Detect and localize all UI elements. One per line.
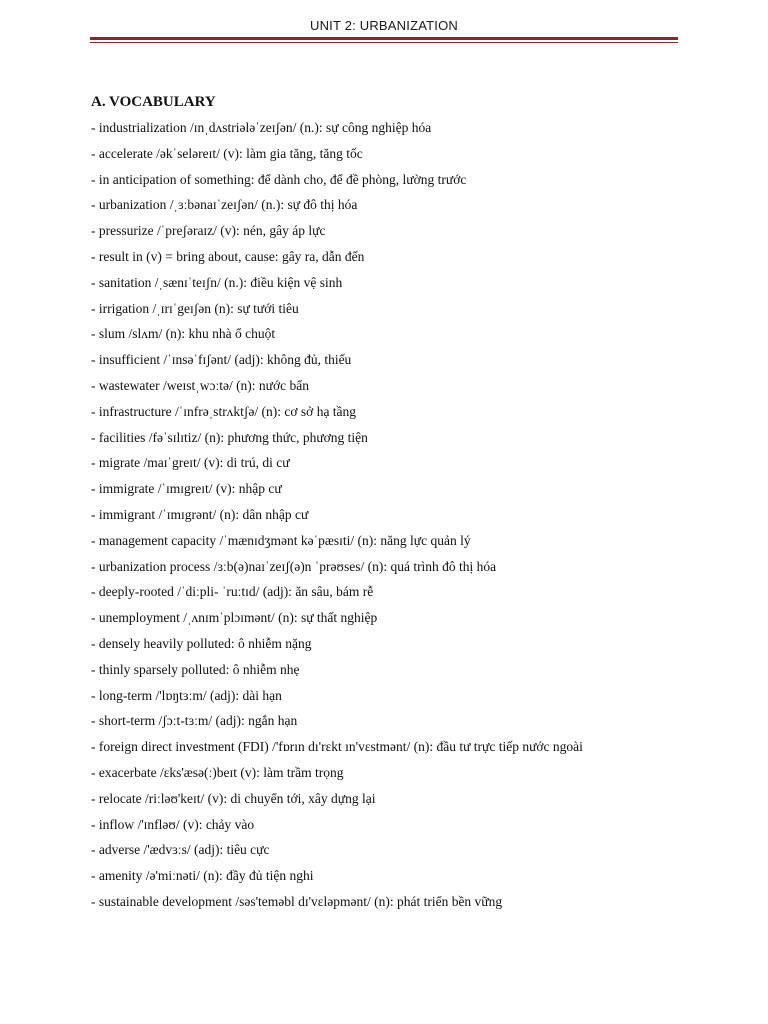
vocabulary-item: - thinly sparsely polluted: ô nhiễm nhẹ (91, 661, 300, 677)
vocabulary-item: - long-term /'lɒŋtɜːm/ (adj): dài hạn (91, 687, 282, 703)
vocabulary-list (91, 115, 691, 915)
vocabulary-item: - wastewater /weɪstˌwɔːtə/ (n): nước bẩn (91, 377, 309, 393)
page-content (91, 92, 691, 915)
vocabulary-item: - unemployment /ˌʌnɪmˈplɔɪmənt/ (n): sự thất nghiệp (91, 610, 378, 626)
vocabulary-item: - industrialization /ɪnˌdʌstriələˈzeɪʃən/ (n.): sự công nghiệp hóa (91, 120, 432, 135)
vocabulary-item: - sanitation /ˌsænɪˈteɪʃn/ (n.): điều kiện vệ sinh (91, 274, 343, 290)
vocabulary-item: - infrastructure /ˈɪnfrəˌstrʌktʃə/ (n): cơ sở hạ tầng (91, 403, 357, 419)
vocabulary-item: - result in (v) = bring about, cause: gây ra, dẫn đến (91, 248, 365, 264)
header-title: UNIT 2: URBANIZATION (310, 18, 458, 33)
vocabulary-item: - relocate /riːləʊ'keɪt/ (v): di chuyển tới, xây dựng lại (91, 790, 376, 806)
vocabulary-item: - insufficient /ˈɪnsəˈfɪʃənt/ (adj): không đủ, thiếu (91, 352, 352, 368)
vocabulary-item: - immigrant /ˈɪmɪgrənt/ (n): dân nhập cư (91, 506, 309, 522)
vocabulary-item: - urbanization process /ɜːb(ə)naɪˈzeɪʃ(ə)n ˈprəʊses/ (n): quá trình đô thị hóa (91, 558, 497, 574)
vocabulary-item: - adverse /'ædvɜːs/ (adj): tiêu cực (91, 842, 270, 858)
vocabulary-item: - inflow /'ɪnfləʊ/ (v): chảy vào (91, 816, 255, 832)
vocabulary-item: - foreign direct investment (FDI) /'fɒrın dı'rɛkt ın'vɛstmənt/ (n): đầu tư trực tiếp nước ngoài (91, 739, 583, 755)
vocabulary-item: - sustainable development /səs'temǝbl dɪ'vɛləpmənt/ (n): phát triển bền vững (91, 893, 503, 909)
vocabulary-item: - deeply-rooted /ˈdiːpli- ˈruːtɪd/ (adj): ăn sâu, bám rễ (91, 584, 374, 600)
vocabulary-item: - facilities /fəˈsɪlɪtiz/ (n): phương thức, phương tiện (91, 429, 368, 445)
vocabulary-item: - exacerbate /ɛks'æsə(ː)beɪt (v): làm trầm trọng (91, 764, 344, 780)
header-rule-thin (90, 42, 678, 43)
vocabulary-item: - short-term /ʃɔːt-tɜːm/ (adj): ngắn hạn (91, 713, 298, 729)
vocabulary-item: - in anticipation of something: để dành cho, để đề phòng, lường trước (91, 171, 467, 187)
vocabulary-item: - migrate /maɪˈgreɪt/ (v): di trú, di cư (91, 455, 290, 471)
vocabulary-item: - accelerate /əkˈseləreɪt/ (v): làm gia tăng, tăng tốc (91, 145, 363, 161)
vocabulary-item: - pressurize /ˈpreʃəraɪz/ (v): nén, gây áp lực (91, 223, 326, 239)
vocabulary-item: - immigrate /ˈɪmɪgreɪt/ (v): nhập cư (91, 481, 282, 497)
vocabulary-item: - management capacity /ˈmænɪdʒmənt kəˈpæsɪti/ (n): năng lực quản lý (91, 532, 471, 548)
vocabulary-item: - slum /slʌm/ (n): khu nhà ổ chuột (91, 326, 276, 342)
section-heading: A. VOCABULARY (91, 94, 216, 110)
vocabulary-item: - irrigation /ˌɪrɪˈgeɪʃən (n): sự tưới tiêu (91, 300, 299, 316)
vocabulary-item: - urbanization /ˌɜːbənaɪˈzeɪʃən/ (n.): sự đô thị hóa (91, 197, 358, 213)
vocabulary-item: - amenity /ə'miːnəti/ (n): đầy đủ tiện nghi (91, 868, 314, 884)
vocabulary-item: - densely heavily polluted: ô nhiễm nặng (91, 635, 312, 651)
